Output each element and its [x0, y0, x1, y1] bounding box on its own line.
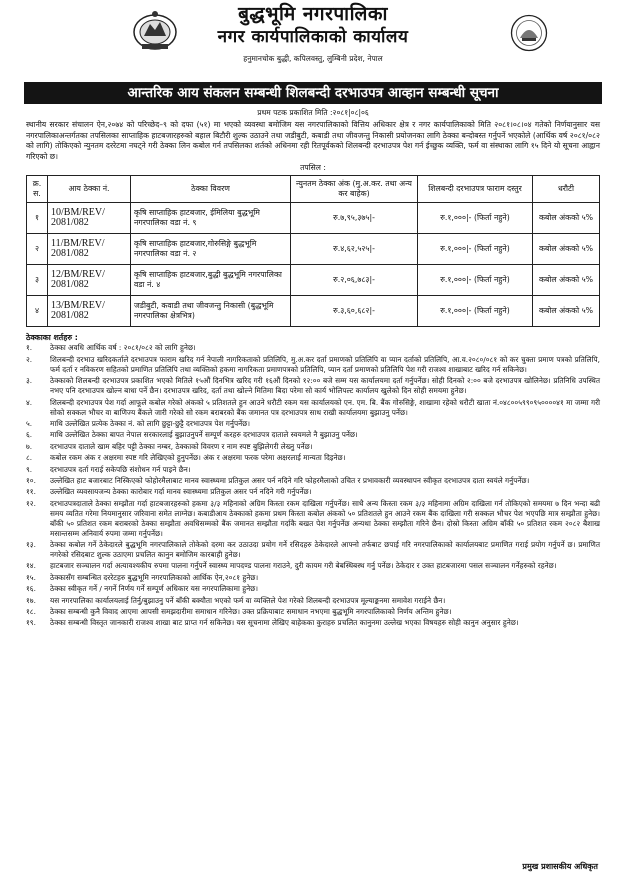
header-sn: क्र. स. [27, 176, 48, 203]
condition-number: ६. [26, 430, 33, 440]
cell-deposit: कबोल अंकको ५% [533, 296, 600, 327]
header-deposit: धरौटी [533, 176, 600, 203]
condition-item [26, 465, 600, 475]
cell-description: कृषि साप्ताहिक हाटबजार,गोरुसिङ्गे बुद्धभूमि नगरपालिका वडा नं. २ [131, 234, 291, 265]
condition-number: १५. [26, 572, 36, 582]
condition-number: ७. [26, 441, 33, 451]
conditions-title: ठेक्काका शर्तहरु : [26, 333, 78, 343]
municipality-name: बुद्धभूमि नगरपालिका [238, 3, 388, 25]
condition-item [26, 607, 600, 617]
condition-number: १३. [26, 540, 36, 550]
condition-text: दरभाउपत्र दाताले खाम बहिर पट्टी ठेक्का नम्बर, ठेक्काको विवरण र नाम स्पष्ट बुझिलेगरी लेख्नु पर्नेछ। [50, 441, 313, 451]
condition-number: १२. [26, 498, 36, 508]
cell-min-amount: रु.३,६०,६८२|- [291, 296, 418, 327]
cell-sn: ३ [27, 265, 48, 296]
header-min-amount: न्युनतम ठेक्का अंक (मु.अ.कर. तथा अन्य कर बाहेक) [291, 176, 418, 203]
cell-contract-no: 12/BM/REV/ 2081/082 [48, 265, 131, 296]
municipality-logo-icon [510, 14, 548, 52]
condition-text: कबोल रकम अंक र अक्षरमा स्पष्ट गरि लेखिएको हुनुपर्नेछ। अंक र अक्षरमा फरक परेमा अक्षरलाई मान्यता दिइनेछ। [50, 453, 346, 463]
cell-contract-no: 10/BM/REV/ 2081/082 [48, 203, 131, 234]
condition-text: ठेक्का सम्बन्धी विस्तृत जानकारी राजश्व शाखा बाट प्राप्त गर्न सकिनेछ। यस सूचनामा लेखिए बाहेकका कुराहरु प्रचलित कानुनमा उल्लेख भएका विषयहरु सोही कानुन अनुसार हुनेछ। [50, 618, 519, 628]
cell-min-amount: रु.७,९५,३७५|- [291, 203, 418, 234]
conditions-list [26, 343, 600, 628]
condition-item [26, 453, 600, 463]
condition-text: हाटबजार सञ्चालन गर्दा अत्यावश्यकीय रुपमा पालना गर्नुपर्ने स्वास्थ्य मापदण्ड पालना गराउने, दुरी कायम गरी बेबस्थिबस्थ गर्नु पर्नेछ। ठेकेदार र उक्त हाटबजारमा पसल सञ्चालन गर्नेहरुको रहनेछ। [50, 561, 557, 571]
condition-item [26, 540, 600, 560]
office-name: नगर कार्यपालिकाको कार्यालय [217, 27, 409, 47]
table-row [27, 296, 600, 327]
cell-min-amount: रु.४,६२,५२५|- [291, 234, 418, 265]
cell-deposit: कबोल अंकको ५% [533, 265, 600, 296]
condition-item [26, 596, 600, 606]
cell-sn: २ [27, 234, 48, 265]
condition-item [26, 419, 600, 429]
condition-item [26, 487, 600, 497]
condition-number: १. [26, 343, 33, 353]
header [26, 0, 600, 82]
cell-sn: ४ [27, 296, 48, 327]
condition-text: माथि उल्लेखित ठेक्का बापत नेपाल सरकारलाई बुझाउनुपर्ने सम्पूर्ण करहरु दरभाउपत्र दाताले स्वयमले नै बुझाउनु पर्नेछ। [50, 430, 358, 440]
condition-item [26, 618, 600, 628]
table-header-row [27, 176, 600, 203]
cell-contract-no: 11/BM/REV/ 2081/082 [48, 234, 131, 265]
condition-text: ठेक्का सम्बन्धी कुनै विवाद आएमा आपसी समझदारीमा समाधान गरिनेछ। उक्त प्रक्रियाबाट समाधान नभएमा बुद्धभूमि नगरपालिकाको निर्णय अन्तिम हुनेछ। [50, 607, 452, 617]
condition-item [26, 573, 600, 583]
condition-number: १८. [26, 607, 36, 617]
condition-text: दरभाउपत्र दर्ता गराई सकेपछि संशोधन गर्न पाइने छैन। [50, 464, 191, 474]
condition-item [26, 355, 600, 375]
condition-item [26, 561, 600, 571]
cell-sn: १ [27, 203, 48, 234]
header-contract-no: आय ठेक्का नं. [48, 176, 131, 203]
tapasil-label: तपसिल : [300, 163, 326, 173]
condition-item [26, 430, 600, 440]
condition-text: ठेक्कासँग सम्बन्धित दररेटहरु बुद्धभूमि नगरपालिकाको आर्थिक ऐन,२०८१ हुनेछ। [50, 572, 259, 582]
condition-text: यस नगरपालिका कार्यालयलाई तिर्नु/बुझाउनु पर्ने बाँकी बक्यौता भएको फर्म वा व्यक्तिले पेश गरेको शिलबन्दी दरभाउपत्र मूल्याङ्कनमा समावेश गराईने छैन। [50, 595, 446, 605]
condition-text: उल्लेखित हाट बजारबाट निस्किएको फोहोरमैलाबाट मानव स्वास्थ्यमा प्रतिकुल असर पर्न नदिने गरि फोहरमैलाको उचित र प्रभावकारी व्यवस्थापन स्वीकृत दरभाउपत्र दाता स्वयंले गर्नुपर्नेछ। [50, 475, 530, 485]
condition-item [26, 499, 600, 539]
signature-title: प्रमुख प्रशासकीय अधिकृत [522, 862, 598, 871]
cell-deposit: कबोल अंकको ५% [533, 234, 600, 265]
cell-form-fee: रु.१,०००|- (फिर्ता नहुने) [418, 265, 533, 296]
condition-item [26, 343, 600, 353]
cell-description: कृषि साप्ताहिक हाटबजार, ईमिलिया बुद्धभूमि नगरपालिका वडा नं. ९ [131, 203, 291, 234]
contract-table [26, 175, 600, 327]
cell-form-fee: रु.१,०००|- (फिर्ता नहुने) [418, 203, 533, 234]
office-address: हनुमानचोक बुद्धी, कपिलवस्तु, लुम्बिनी प्रदेश, नेपाल [243, 54, 383, 63]
condition-text: उल्लेखित व्यवसायजन्य ठेक्का कारोबार गर्दा मानव स्वास्थ्यमा प्रतिकुल असर पर्न नदिने गरी गर्नुपर्नेछ। [50, 487, 312, 497]
condition-text: शिलबन्दी दरभाउपत्र पेश गर्दा आफूले कबोल गरेको अंकको ५ प्रतिशतले हुन आउने धरौटी रकम यस कार्यालयको एन. एम. बि. बैंक गोरुसिङ्गे, शाखामा रहेको धरौटी खाता नं.०४८००५९९०९५००००४१ मा जम्मा गरी सोको सक्कल भौचर वा बाणिज्य बैंकले जारी गरेको सो रकम बराबरको बैंक जमानत पत्र दरभाउपत्र साथ राखी कार्यालयमा बुझाउनु पर्नेछ। [50, 397, 600, 417]
published-date: प्रथम पटक प्रकाशित मिति :२०८१|०८|०६ [257, 108, 369, 117]
cell-description: जडीबुटी, कवाडी तथा जीवजन्तु निकासी (बुद्धभूमि नगरपालिका क्षेत्रभित्र) [131, 296, 291, 327]
intro-paragraph: स्थानीय सरकार संचालन ऐन,२०७४ को परिच्छेद–९ को दफा (५१) मा भएको व्यवस्था बमोजिम यस नगरपालिकाको वित्तिय अधिकार क्षेत्र र नगर कार्यपालिकाको मिति २०८१।०८।०४ गतेको निर्णयानुसार यस नगरपालिकाअन्तर्गतका तपसिलका साप्ताहिक हाटबजारहरुको बहाल बिटौरी शुल्क उठाउने तथा जडीबुटी, कबाडी तथा जीवजन्तु निकासी प्रयोजनका लागि ठेक्का बन्दोबस्त गर्नुपर्ने भएकोले (आर्थिक वर्ष २०८१/०८२ को लागि) तोकिएको न्युनतम दररेटमा नघट्ने गरी ठेक्का लिन कबोल गर्न तपसिलका शर्तको अधिनमा रही रितपूर्वकको शिलबन्दी दरभाउपत्र पेश गर्न ईच्छुक व्यक्ति, फर्म वा संस्थाका लागि १५ दिने यो सूचना आह्वान गरिएको छ। [26, 120, 600, 161]
condition-text: ठेक्का अवधि आर्थिक वर्ष : २०८१/०८२ को लागि हुनेछ। [50, 343, 196, 353]
condition-text: ठेक्का स्वीकृत गर्ने / नगर्ने निर्णय गर्ने सम्पूर्ण अधिकार यस नगरपालिकामा हुनेछ। [50, 584, 259, 594]
cell-form-fee: रु.१,०००|- (फिर्ता नहुने) [418, 296, 533, 327]
condition-number: २. [26, 354, 33, 364]
condition-number: ३. [26, 376, 33, 386]
cell-min-amount: रु.२,०६,७८३|- [291, 265, 418, 296]
table-row [27, 265, 600, 296]
condition-number: ९. [26, 464, 33, 474]
cell-deposit: कबोल अंकको ५% [533, 203, 600, 234]
table-row [27, 234, 600, 265]
condition-text: माथि उल्लेखित प्रत्येक ठेक्का नं. को लागि छुट्टा-छुट्टै दरभाउपत्र पेश गर्नुपर्नेछ। [50, 418, 251, 428]
condition-number: १०. [26, 475, 36, 485]
condition-number: १७. [26, 595, 36, 605]
condition-item [26, 476, 600, 486]
condition-number: १६. [26, 584, 36, 594]
condition-text: ठेक्काको शिलबन्दी दरभाउपत्र प्रकाशित भएको मितिले १५औं दिनभित्र खरिद गरी १६औं दिनको १२:०० बजे सम्म यस कार्यालयमा दर्ता गर्नुपर्नेछ। सोही दिनको २:०० बजे दरभाउपत्र खोलिनेछ। प्रतिनिधि उपस्थित नभए पनि दरभाउपत्र खोल्न बाधा पर्ने छैन। दरभाउपत्र खरिद, दर्ता तथा खोल्ने मितिमा बिदा परेमा सो कार्य भोलिपल्ट कार्यालय खुलेको दिन सोही समयमा हुनेछ। [50, 376, 600, 396]
condition-number: ११. [26, 487, 36, 497]
cell-contract-no: 13/BM/REV/ 2081/082 [48, 296, 131, 327]
condition-number: १४. [26, 561, 36, 571]
cell-description: कृषि साप्ताहिक हाटबजार,बुद्धी बुद्धभूमि नगरपालिका वडा नं. ४ [131, 265, 291, 296]
condition-item [26, 376, 600, 396]
condition-text: ठेक्का कबोल गर्ने ठेकेदारले बुद्धभूमि नगरपालिकाले तोकेको दरमा कर उठाउदा प्रयोग गर्ने रसिदहरु ठेकेदारले आफ्नो तर्फबाट छपाई गरि नगरपालिकाको कार्यालयबाट प्रमाणित गराई प्रयोग गर्नुपर्ने छ। प्रमाणित नगरेको रसिदबाट शुल्क उठाएमा प्रचलित कानुन बमोजिम कारबाही हुनेछ। [50, 540, 600, 560]
cell-form-fee: रु.१,०००|- (फिर्ता नहुने) [418, 234, 533, 265]
notice-banner: आन्तरिक आय संकलन सम्बन्धी शिलबन्दी दरभाउपत्र आव्हान सम्बन्धी सूचना [24, 82, 602, 104]
condition-number: ४. [26, 397, 33, 407]
header-form-fee: शिलबन्दी दरभाउपत्र फाराम दस्तुर [418, 176, 533, 203]
header-description: ठेक्का विवरण [131, 176, 291, 203]
condition-item [26, 584, 600, 594]
condition-item [26, 398, 600, 418]
condition-number: ८. [26, 453, 33, 463]
condition-text: शिलबन्दी दरभाउ खरिदकर्ताले दरभाउपत्र फाराम खरिद गर्न नेपाली नागरिकताको प्रतिलिपि, मु.अ.कर दर्ता प्रमाणको प्रतिलिपि वा प्यान दर्ताको प्रतिलिपि, आ.व.२०८०/०८१ को कर चुक्ता प्रमाण पत्रको प्रतिलिपि, फर्म दर्ता र नविकरण सहितको प्रमाणित प्रतिलिपि तथा व्यक्तिको हकमा नागरिकता प्रमाणपत्रको प्रतिलिपि, प्यान दर्ता प्रमाणको प्रतिलिपि पेश गरी राजश्व शाखाबाट खरिद गर्न सकिनेछ। [50, 354, 600, 374]
condition-item [26, 442, 600, 452]
table-row [27, 203, 600, 234]
condition-number: ५. [26, 418, 33, 428]
condition-number: १९. [26, 618, 36, 628]
condition-text: दरभाउपत्रदाताले ठेक्का सम्झौता गर्दा हाटबजारहरुको हकमा ३/३ महिनाको अग्रिम किस्ता रकम दाखिला गर्नुपर्नेछ। साथै अन्य किस्ता रकम ३/३ महिनामा अग्रिम दाखिला गर्न तोकिएको समयमा ७ दिन भन्दा बढी समय व्यतित गरेमा नियमानुसार जरिवाना समेत लाग्नेछ। कबाडीआय ठेक्काको हकमा प्रथम किस्ता कबोल अंकको ५० प्रतिशतले हुन आउने रकम बैंक दाखिला गरी सक्कल भौचर पेश भएपछि मात्र सम्झौता हुनेछ। बाँकी ५० प्रतिशत रकम बराबरको ठेक्का सम्झौता अवधिसम्मको बैंक जमानत सम्झौता गर्दाकै बखत पेश गर्नुपर्नेछ अन्यथा ठेक्का सम्झौता गरिने छैन। दोस्रो किस्ता अग्रिम बाँकी ५० प्रतिशत रकम २०८२ बैशाख मसान्तसम्म अनिवार्य रुपमा जम्मा गर्नुपर्नेछ। [50, 498, 600, 538]
